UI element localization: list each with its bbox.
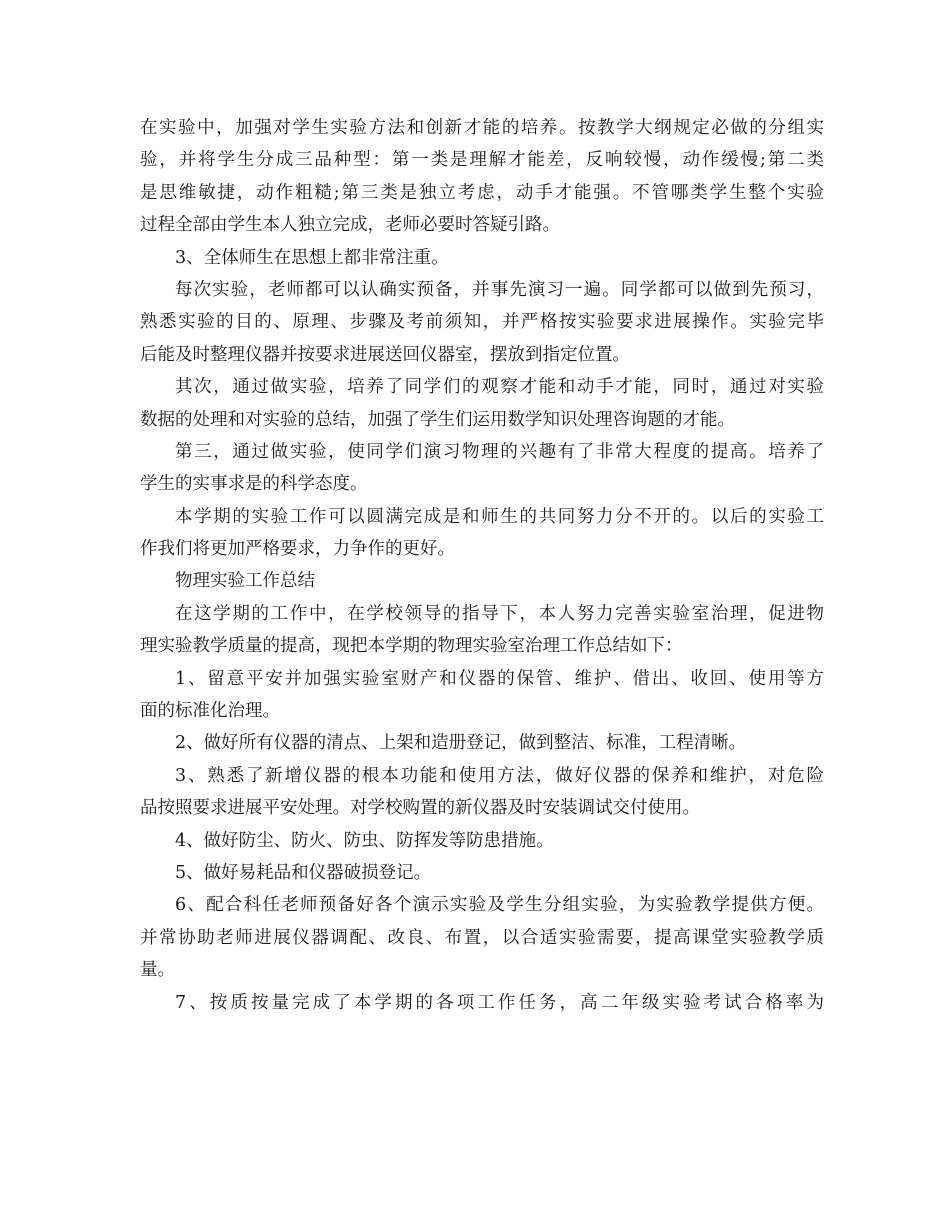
text-line: 并常协助老师进展仪器调配、改良、布置，以合适实验需要，提高课堂实验教学质 (140, 927, 824, 948)
document-body (140, 112, 824, 1019)
text-line: 4、做好防尘、防火、防虫、防挥发等防患措施。 (175, 830, 554, 851)
text-line: 验，并将学生分成三品种型：第一类是理解才能差，反响较慢，动作缓慢;第二类 (140, 150, 824, 171)
text-line: 3、全体师生在思想上都非常注重。 (175, 247, 449, 268)
text-line: 在这学期的工作中，在学校领导的指导下，本人努力完善实验室治理，促进物 (175, 603, 824, 624)
text-line: 是思维敏捷，动作粗糙;第三类是独立考虑，动手才能强。不管哪类学生整个实验 (140, 182, 824, 203)
text-line: 6、配合科任老师预备好各个演示实验及学生分组实验，为实验教学提供方便。 (175, 895, 824, 916)
text-line: 理实验教学质量的提高，现把本学期的物理实验室治理工作总结如下： (140, 636, 683, 657)
text-line: 后能及时整理仪器并按要求进展送回仪器室，摆放到指定位置。 (140, 344, 630, 365)
text-line: 7、按质按量完成了本学期的各项工作任务，高二年级实验考试合格率为 (175, 992, 824, 1013)
text-line: 过程全部由学生本人独立完成，老师必要时答疑引路。 (140, 215, 560, 236)
text-line: 熟悉实验的目的、原理、步骤及考前须知，并严格按实验要求进展操作。实验完毕 (140, 312, 824, 333)
text-line: 数据的处理和对实验的总结，加强了学生们运用数学知识处理咨询题的才能。 (140, 409, 735, 430)
text-line: 其次，通过做实验，培养了同学们的观察才能和动手才能，同时，通过对实验 (175, 377, 824, 398)
text-line: 5、做好易耗品和仪器破损登记。 (175, 862, 432, 883)
text-line: 物理实验工作总结 (175, 571, 315, 592)
text-line: 学生的实事求是的科学态度。 (140, 474, 368, 495)
text-line: 第三，通过做实验，使同学们演习物理的兴趣有了非常大程度的提高。培养了 (175, 441, 824, 462)
text-line: 3、熟悉了新增仪器的根本功能和使用方法，做好仪器的保养和维护，对危险 (175, 765, 824, 786)
text-line: 1、留意平安并加强实验室财产和仪器的保管、维护、借出、收回、使用等方 (175, 668, 824, 689)
text-line: 本学期的实验工作可以圆满完成是和师生的共同努力分不开的。以后的实验工 (175, 506, 824, 527)
text-line: 量。 (140, 960, 175, 981)
text-line: 在实验中，加强对学生实验方法和创新才能的培养。按教学大纲规定必做的分组实 (140, 118, 824, 138)
text-line: 作我们将更加严格要求，力争作的更好。 (140, 539, 455, 560)
text-line: 面的标准化治理。 (140, 701, 280, 722)
text-line: 品按照要求进展平安处理。对学校购置的新仪器及时安装调试交付使用。 (140, 798, 700, 819)
text-line: 2、做好所有仪器的清点、上架和造册登记，做到整洁、标准，工程清晰。 (175, 733, 747, 754)
text-line: 每次实验，老师都可以认确实预备，并事先演习一遍。同学都可以做到先预习， (175, 279, 824, 300)
